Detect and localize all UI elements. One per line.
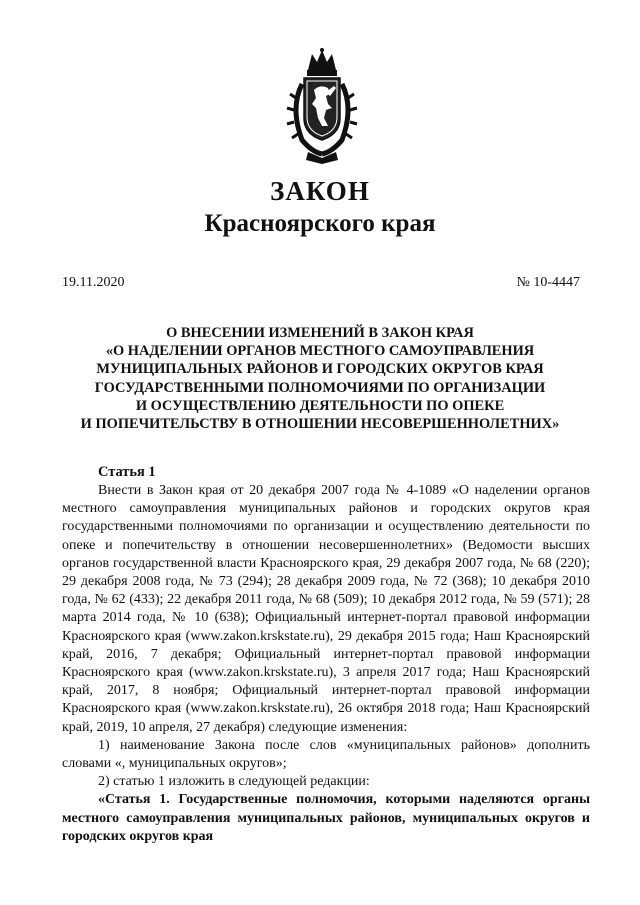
subject-line: И ПОПЕЧИТЕЛЬСТВУ В ОТНОШЕНИИ НЕСОВЕРШЕННОЛЕТНИХ» — [80, 416, 560, 433]
subject-line: И ОСУЩЕСТВЛЕНИЮ ДЕЯТЕЛЬНОСТИ ПО ОПЕКЕ — [135, 397, 505, 414]
amendment-item-2: 2) статью 1 изложить в следующей редакции: — [98, 774, 370, 790]
amendment-item-1: 1) наименование Закона после слов «муниципальных районов» дополнить словами «, муниципальных округов»; — [62, 737, 590, 772]
krasnoyarsk-coat-of-arms-emblem — [282, 48, 362, 166]
subject-line: ГОСУДАРСТВЕННЫМИ ПОЛНОМОЧИЯМИ ПО ОРГАНИЗАЦИИ — [94, 379, 546, 396]
subject-line: МУНИЦИПАЛЬНЫХ РАЙОНОВ И ГОРОДСКИХ ОКРУГОВ КРАЯ — [96, 361, 544, 378]
subject-line: «О НАДЕЛЕНИИ ОРГАНОВ МЕСТНОГО САМОУПРАВЛЕНИЯ — [105, 343, 535, 360]
law-number: № 10-4447 — [516, 275, 580, 290]
law-title: ЗАКОН — [270, 176, 370, 206]
article-intro-paragraph: Внести в Закон края от 20 декабря 2007 года № 4-1089 «О наделении органов местного самоуправления муниципальных районов и городских округов края государственными полномочиями по организации и осуществлению деятельности по опеке и попечительству в отношении несовершеннолетних» (Ведомости высших органов государственной власти Красноярского края, 29 декабря 2007 года, № 68 (220); 29 декабря 2008 года, № 73 (294); 28 декабря 2009 года, № 72 (368); 10 декабря 2010 года, № 62 (433); 22 декабря 2011 года, № 68 (509); 10 декабря 2012 года, № 59 (571); 28 марта 2014 года, № 10 (638); Официальный интернет-портал правовой информации Красноярского края (www.zakon.krskstate.ru), 29 декабря 2015 года; Наш Красноярский край, 2016, 7 декабря; Официальный интернет-портал правовой информации Красноярского края (www.zakon.krskstate.ru), 3 апреля 2017 года; Наш Красноярский край, 2017, 8 ноября; Официальный интернет-портал правовой информации Красноярского края (www.zakon.krskstate.ru), 26 октября 2018 года; Наш Красноярский край, 2019, 10 апреля, 27 декабря) следующие изменения: — [62, 483, 590, 735]
article-heading: Статья 1 — [98, 464, 156, 480]
law-subject — [40, 324, 600, 433]
subject-line: О ВНЕСЕНИИ ИЗМЕНЕНИЙ В ЗАКОН КРАЯ — [166, 325, 474, 341]
law-region: Красноярского края — [204, 210, 436, 237]
new-article-text: «Статья 1. Государственные полномочия, которыми наделяются органы местного самоуправления муниципальных районов, муниципальных округов и городских округов края — [62, 792, 590, 844]
article-body — [62, 482, 590, 846]
law-date: 19.11.2020 — [62, 275, 125, 290]
